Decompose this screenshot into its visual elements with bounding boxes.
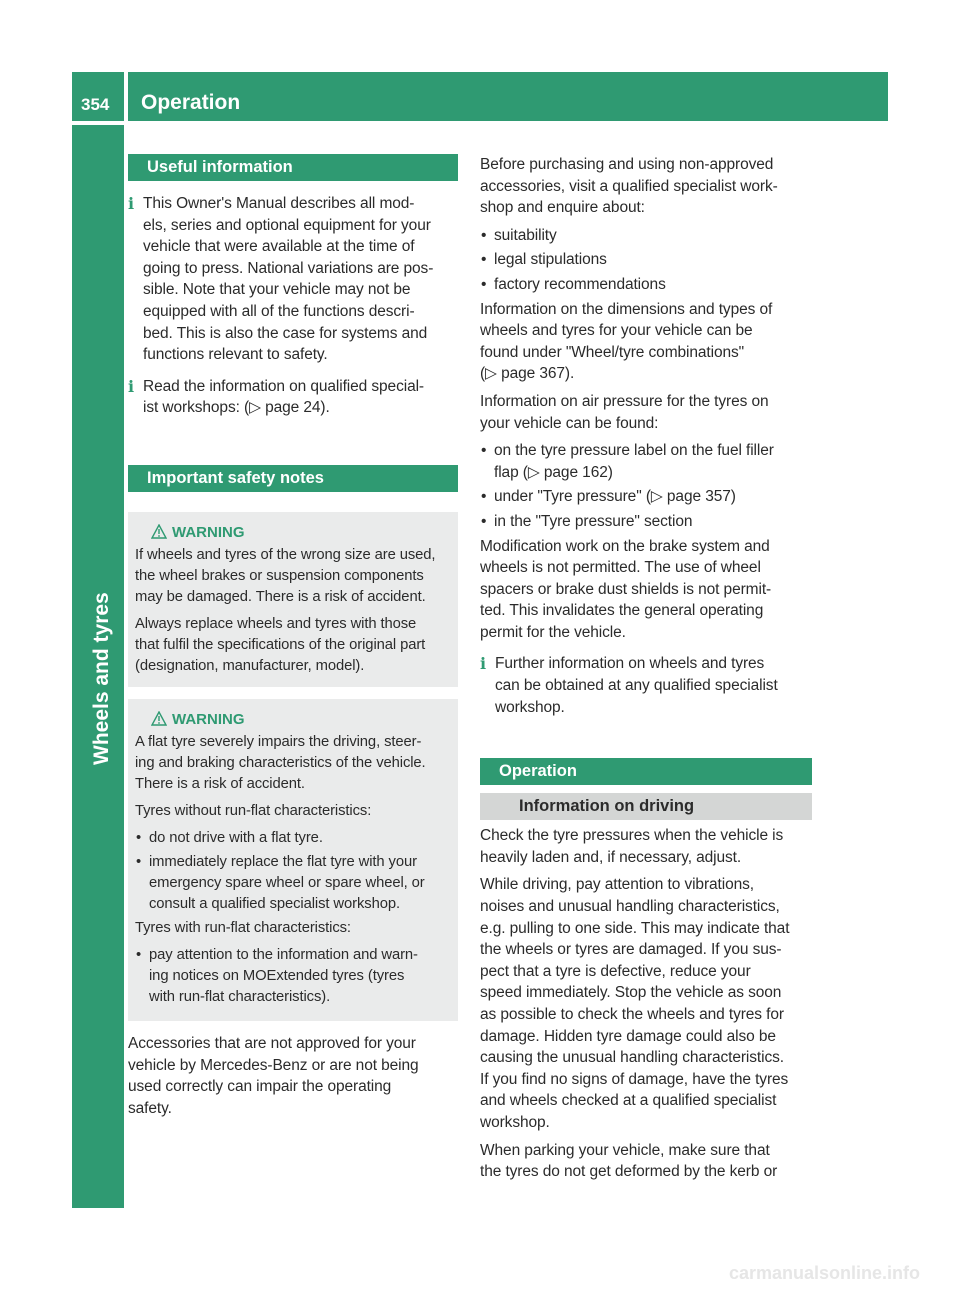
- info-icon: i: [128, 194, 134, 213]
- warning-title-text: WARNING: [172, 523, 245, 541]
- text-line: and wheels checked at a qualified specialist: [480, 1092, 777, 1110]
- list-item: [135, 852, 450, 915]
- text-line: A flat tyre severely impairs the driving, steer-: [135, 733, 422, 750]
- text-line: found under "Wheel/tyre combinations": [480, 343, 745, 361]
- text-line: safety.: [128, 1099, 172, 1117]
- section-heading-useful-information: Useful information: [128, 154, 458, 181]
- chapter-tab-label: Wheels and tyres: [90, 592, 113, 765]
- text-line: wheels and tyres for your vehicle can be: [480, 322, 753, 340]
- text-line: heavily laden and, if necessary, adjust.: [480, 848, 742, 866]
- text-line: speed immediately. Stop the vehicle as soon: [480, 984, 782, 1002]
- info-note: [128, 193, 458, 366]
- text-line: Accessories that are not approved for your: [128, 1034, 416, 1052]
- text-line: with run-flat characteristics).: [149, 988, 331, 1005]
- warning-title-text: WARNING: [172, 710, 245, 728]
- text-line: Modification work on the brake system and: [480, 537, 770, 555]
- text-line: shop and enquire about:: [480, 199, 645, 217]
- text-line: can be obtained at any qualified specialist: [495, 677, 778, 695]
- text-line: vehicle by Mercedes-Benz or are not being: [128, 1056, 419, 1074]
- chapter-tab: [72, 125, 124, 1208]
- body-paragraph: [480, 391, 812, 434]
- text-line: pay attention to the information and warn-: [149, 946, 418, 963]
- warning-text: Tyres with run-flat characteristics:: [135, 919, 351, 936]
- body-paragraph: [480, 874, 812, 1133]
- text-line: flap (▷ page 162): [494, 463, 613, 481]
- footer-watermark: carmanualsonline.info: [728, 1263, 920, 1283]
- list-item: [480, 440, 812, 483]
- info-note-text: [495, 653, 812, 718]
- info-icon: i: [480, 654, 486, 674]
- body-paragraph: [480, 825, 812, 868]
- text-line: This Owner's Manual describes all mod-: [143, 195, 415, 212]
- page-number: 354: [72, 72, 124, 121]
- list-item: • factory recommendations: [480, 274, 812, 296]
- text-line: e.g. pulling to one side. This may indicate that: [480, 919, 790, 937]
- text-line: damage. Hidden tyre damage could also be: [480, 1027, 776, 1045]
- text-line: ist workshops: (▷ page 24).: [143, 399, 330, 417]
- right-column: [480, 154, 812, 1183]
- warning-title: [135, 709, 450, 730]
- body-paragraph: [480, 154, 812, 219]
- text-line: Read the information on qualified special-: [143, 377, 424, 395]
- body-paragraph: [480, 299, 812, 385]
- text-line: workshop.: [495, 698, 565, 716]
- text-line: ing and braking characteristics of the vehicle.: [135, 754, 426, 771]
- warning-box: [128, 512, 458, 687]
- text-line: functions relevant to safety.: [143, 346, 328, 364]
- list-item: [480, 486, 812, 508]
- text-line: used correctly can impair the operating: [128, 1078, 392, 1096]
- warning-title: [135, 522, 450, 543]
- info-note-text: [143, 376, 458, 419]
- text-line: ing notices on MOExtended tyres (tyres: [149, 967, 405, 984]
- body-paragraph: [480, 536, 812, 644]
- warning-text: [135, 614, 450, 677]
- text-line: noises and unusual handling characteristics,: [480, 898, 780, 916]
- text-line: immediately replace the flat tyre with your: [149, 853, 417, 870]
- text-line: workshop.: [480, 1113, 550, 1131]
- text-line: ted. This invalidates the general operating: [480, 602, 764, 620]
- text-line: (▷ page 367).: [480, 365, 575, 383]
- text-line: (designation, manufacturer, model).: [135, 657, 365, 674]
- text-line: as possible to check the wheels and tyres for: [480, 1006, 784, 1023]
- warning-text: [135, 545, 450, 608]
- text-line: vehicle that were available at the time of: [143, 238, 415, 256]
- body-paragraph: [480, 1140, 812, 1183]
- section-heading-operation: Operation: [480, 758, 812, 785]
- text-line: on the tyre pressure label on the fuel filler: [494, 442, 774, 460]
- text-line: Information on the dimensions and types of: [480, 300, 773, 318]
- text-line: permit for the vehicle.: [480, 623, 626, 641]
- text-line: If you find no signs of damage, have the tyres: [480, 1070, 789, 1088]
- info-note: [128, 376, 458, 419]
- text-line: your vehicle can be found:: [480, 414, 659, 432]
- text-line: the tyres do not get deformed by the kerb or: [480, 1163, 778, 1181]
- warning-text: [135, 732, 450, 795]
- text-line: Before purchasing and using non-approved: [480, 156, 774, 173]
- text-line: in the "Tyre pressure" section: [494, 512, 693, 530]
- text-line: Further information on wheels and tyres: [495, 655, 765, 673]
- text-line: els, series and optional equipment for your: [143, 216, 431, 234]
- text-line: accessories, visit a qualified specialist work-: [480, 177, 778, 195]
- list-item: [480, 511, 812, 533]
- left-column: [128, 154, 458, 1119]
- body-paragraph: [128, 1033, 458, 1119]
- text-line: pect that a tyre is defective, reduce your: [480, 962, 751, 980]
- page-title: Operation: [128, 72, 888, 121]
- text-line: When parking your vehicle, make sure that: [480, 1141, 770, 1159]
- section-heading-important-safety-notes: Important safety notes: [128, 465, 458, 492]
- warning-text: Tyres without run-flat characteristics:: [135, 802, 372, 819]
- text-line: the wheels or tyres are damaged. If you sus-: [480, 941, 782, 959]
- info-note-text: [143, 193, 458, 366]
- list-item: [135, 945, 450, 1008]
- warning-box: [128, 699, 458, 1021]
- text-line: the wheel brakes or suspension components: [135, 567, 424, 584]
- text-line: Always replace wheels and tyres with those: [135, 615, 417, 632]
- warning-icon: [151, 524, 167, 539]
- text-line: wheels is not permitted. The use of wheel: [480, 559, 761, 577]
- text-line: do not drive with a flat tyre.: [149, 829, 323, 846]
- list-item: [135, 828, 450, 849]
- text-line: emergency spare wheel or spare wheel, or: [149, 874, 425, 891]
- text-line: equipped with all of the functions descri-: [143, 302, 415, 320]
- text-line: may be damaged. There is a risk of accident.: [135, 588, 426, 605]
- text-line: causing the unusual handling characteristics.: [480, 1049, 784, 1067]
- list-item: • legal stipulations: [480, 249, 812, 271]
- text-line: Check the tyre pressures when the vehicle is: [480, 827, 784, 845]
- text-line: that fulfil the specifications of the original part: [135, 636, 426, 653]
- text-line: bed. This is also the case for systems and: [143, 324, 428, 342]
- text-line: There is a risk of accident.: [135, 775, 305, 792]
- text-line: Information on air pressure for the tyres on: [480, 392, 769, 410]
- info-icon: i: [128, 376, 134, 396]
- text-line: While driving, pay attention to vibrations,: [480, 876, 754, 894]
- info-note: [480, 653, 812, 718]
- list-item: • suitability: [480, 225, 812, 247]
- text-line: going to press. National variations are pos-: [143, 259, 434, 277]
- text-line: sible. Note that your vehicle may not be: [143, 281, 411, 299]
- text-line: consult a qualified specialist workshop.: [149, 895, 400, 912]
- warning-icon: [151, 711, 167, 726]
- text-line: If wheels and tyres of the wrong size are used,: [135, 546, 436, 563]
- text-line: spacers or brake dust shields is not permit-: [480, 580, 772, 598]
- subsection-heading-information-on-driving: Information on driving: [480, 793, 812, 820]
- text-line: under "Tyre pressure" (▷ page 357): [494, 488, 736, 506]
